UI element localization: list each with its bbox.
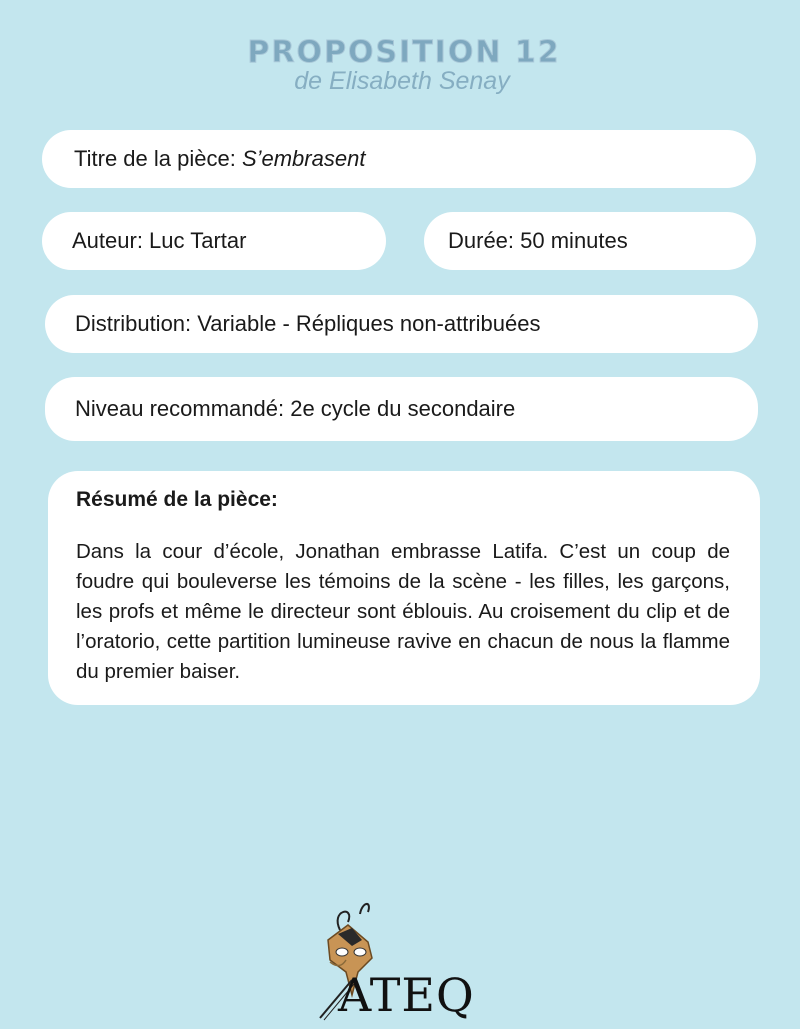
distribution-field — [45, 295, 758, 353]
title-field — [42, 130, 756, 188]
summary-heading: Résumé de la pièce: — [76, 488, 278, 511]
summary-text: Dans la cour d’école, Jonathan embrasse Latifa. C’est un coup de foudre qui bouleverse les témoins de la scène - les filles, les garçons, les profs et même le directeur sont éblouis. Au croisement du clip et de l’oratorio, cette partition lumineuse ravive en chacun de nous la flamme du premier baiser. — [76, 540, 730, 683]
title-label: Titre de la pièce: — [74, 146, 242, 171]
summary-card — [48, 471, 760, 705]
page-title: PROPOSITION 12 — [247, 35, 561, 70]
distribution-text: Distribution: Variable - Répliques non-attribuées — [75, 311, 541, 336]
page-header — [0, 36, 800, 94]
ateq-logo — [300, 900, 520, 1029]
logo-text: ATEQ — [338, 968, 475, 1022]
duration-field — [424, 212, 756, 270]
page-subtitle: de Elisabeth Senay — [294, 67, 510, 95]
level-field — [45, 377, 758, 441]
title-value: S’embrasent — [241, 146, 366, 171]
duration-text: Durée: 50 minutes — [448, 228, 628, 253]
author-field — [42, 212, 386, 270]
author-text: Auteur: Luc Tartar — [72, 228, 247, 253]
level-text: Niveau recommandé: 2e cycle du secondaire — [75, 396, 516, 421]
